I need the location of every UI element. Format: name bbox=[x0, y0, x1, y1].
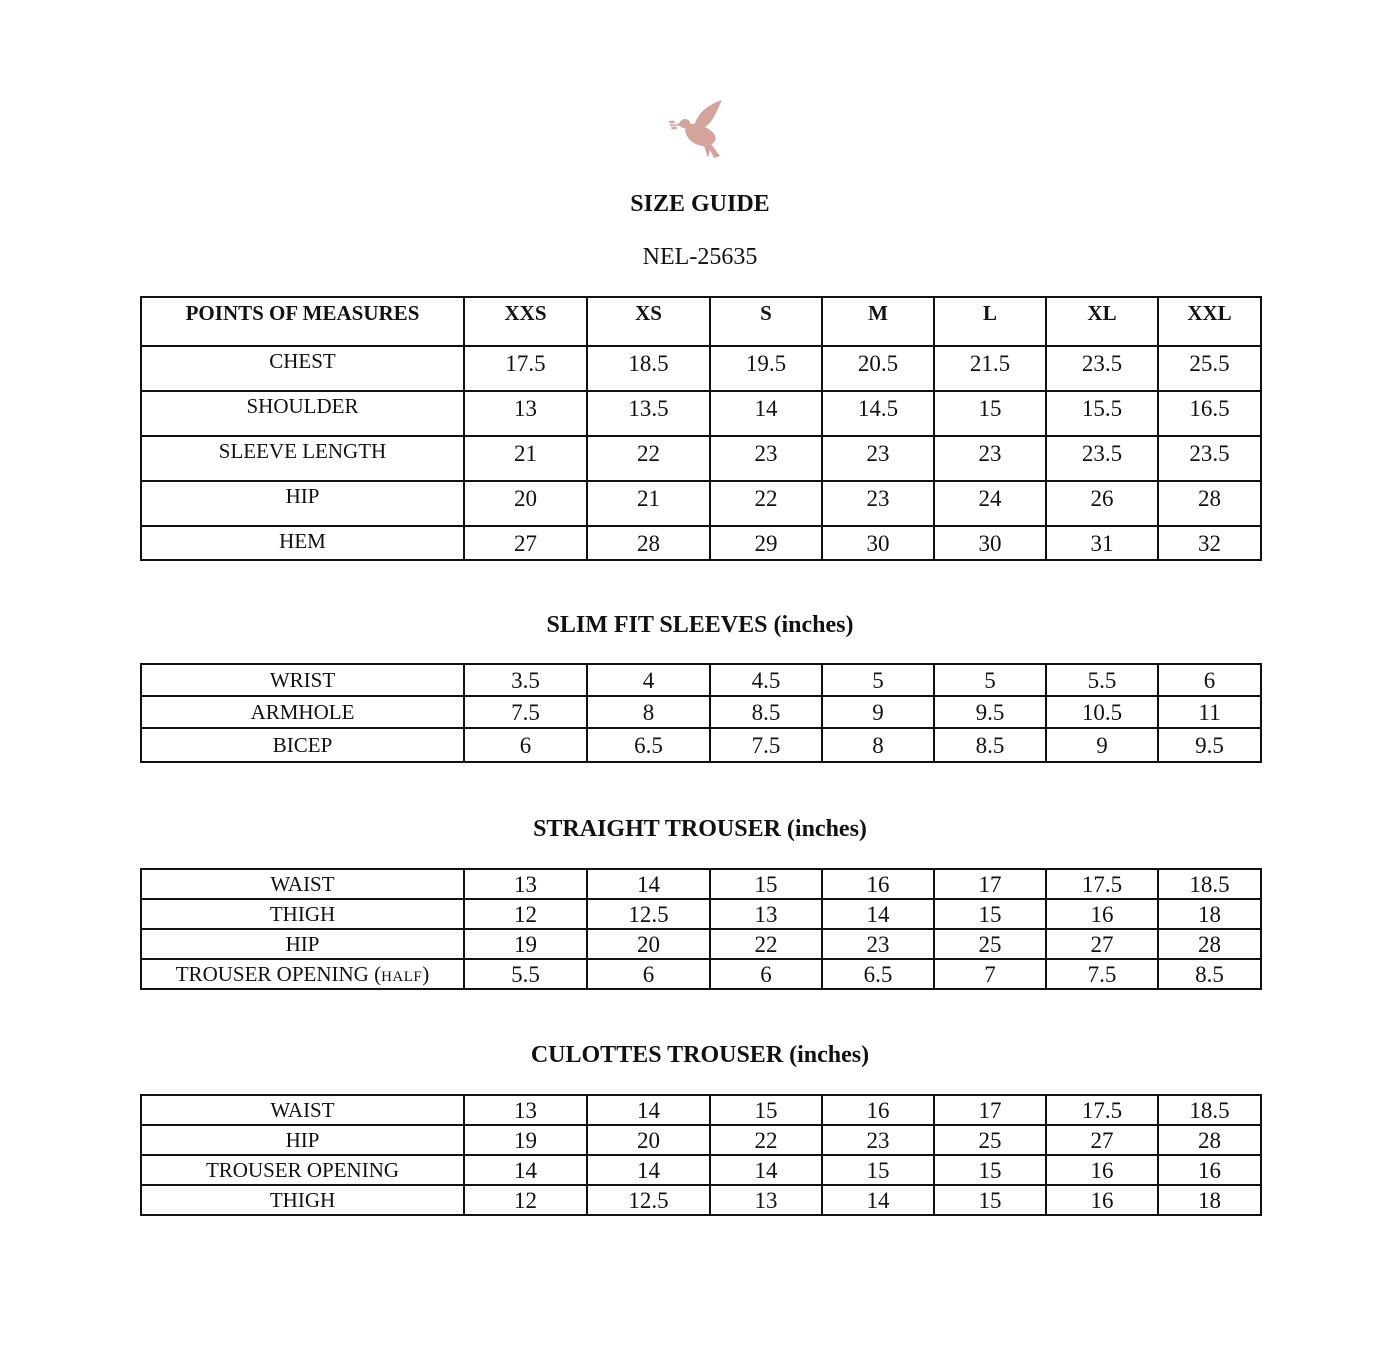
table-cell: 6.5 bbox=[822, 959, 934, 989]
table-cell: 9 bbox=[822, 696, 934, 728]
row-label-small: HALF bbox=[381, 968, 423, 985]
table-cell: 23.5 bbox=[1046, 436, 1158, 481]
table-cell: 12.5 bbox=[587, 899, 710, 929]
table-row bbox=[141, 959, 1261, 989]
table-cell: 7.5 bbox=[710, 728, 822, 762]
row-label: HEM bbox=[141, 526, 464, 560]
table-cell: 24 bbox=[934, 481, 1046, 526]
table-cell: 17.5 bbox=[464, 346, 587, 391]
table-cell: 16 bbox=[1158, 1155, 1261, 1185]
table-cell: 15.5 bbox=[1046, 391, 1158, 436]
table-cell: 7.5 bbox=[1046, 959, 1158, 989]
table-cell: 5.5 bbox=[464, 959, 587, 989]
table-row bbox=[141, 929, 1261, 959]
table-cell: 32 bbox=[1158, 526, 1261, 560]
table-cell: 16 bbox=[1046, 1185, 1158, 1215]
table-cell: 18.5 bbox=[587, 346, 710, 391]
table-cell: 5.5 bbox=[1046, 664, 1158, 696]
row-label: THIGH bbox=[141, 899, 464, 929]
table-cell: 23 bbox=[710, 436, 822, 481]
table-cell: 12.5 bbox=[587, 1185, 710, 1215]
table-cell: 6 bbox=[587, 959, 710, 989]
table-cell: 7 bbox=[934, 959, 1046, 989]
table-cell: 8.5 bbox=[934, 728, 1046, 762]
table-cell: 30 bbox=[822, 526, 934, 560]
table-cell: 15 bbox=[822, 1155, 934, 1185]
table-row bbox=[141, 869, 1261, 899]
table-cell: 28 bbox=[587, 526, 710, 560]
table-cell: 20 bbox=[587, 929, 710, 959]
row-label: CHEST bbox=[141, 346, 464, 391]
table-cell: 14 bbox=[464, 1155, 587, 1185]
table-cell: 28 bbox=[1158, 481, 1261, 526]
table-cell: 27 bbox=[464, 526, 587, 560]
table-cell: 28 bbox=[1158, 1125, 1261, 1155]
table-cell: 21 bbox=[464, 436, 587, 481]
sleeves-table bbox=[140, 663, 1262, 763]
table-cell: 3.5 bbox=[464, 664, 587, 696]
table-cell: 23.5 bbox=[1158, 436, 1261, 481]
table-cell: 25.5 bbox=[1158, 346, 1261, 391]
row-label: TROUSER OPENING bbox=[141, 1155, 464, 1185]
table-row bbox=[141, 346, 1261, 391]
row-label: SHOULDER bbox=[141, 391, 464, 436]
table-cell: 20 bbox=[587, 1125, 710, 1155]
table-cell: 17 bbox=[934, 1095, 1046, 1125]
table-cell: 12 bbox=[464, 899, 587, 929]
table-row bbox=[141, 526, 1261, 560]
table-cell: 9 bbox=[1046, 728, 1158, 762]
table-cell: 14 bbox=[587, 869, 710, 899]
table-cell: 27 bbox=[1046, 1125, 1158, 1155]
table-cell: 8.5 bbox=[710, 696, 822, 728]
table-cell: 16 bbox=[822, 1095, 934, 1125]
table-cell: 5 bbox=[822, 664, 934, 696]
table-cell: 18.5 bbox=[1158, 1095, 1261, 1125]
table-row bbox=[141, 696, 1261, 728]
table-cell: 16.5 bbox=[1158, 391, 1261, 436]
table-cell: 20 bbox=[464, 481, 587, 526]
table-cell: 22 bbox=[587, 436, 710, 481]
table-cell: 15 bbox=[934, 899, 1046, 929]
table-cell: 5 bbox=[934, 664, 1046, 696]
table-cell: 21.5 bbox=[934, 346, 1046, 391]
table-cell: 19.5 bbox=[710, 346, 822, 391]
table-cell: 4.5 bbox=[710, 664, 822, 696]
size-header: S bbox=[710, 297, 822, 346]
table-cell: 6.5 bbox=[587, 728, 710, 762]
row-label: WAIST bbox=[141, 869, 464, 899]
table-row bbox=[141, 664, 1261, 696]
table-row bbox=[141, 1095, 1261, 1125]
size-header: XL bbox=[1046, 297, 1158, 346]
table-cell: 28 bbox=[1158, 929, 1261, 959]
dove-icon bbox=[668, 96, 732, 162]
table-row bbox=[141, 481, 1261, 526]
table-cell: 14 bbox=[587, 1155, 710, 1185]
table-cell: 6 bbox=[464, 728, 587, 762]
table-cell: 14 bbox=[822, 1185, 934, 1215]
row-label: HIP bbox=[141, 929, 464, 959]
table-cell: 30 bbox=[934, 526, 1046, 560]
table-cell: 31 bbox=[1046, 526, 1158, 560]
table-row bbox=[141, 899, 1261, 929]
table-cell: 25 bbox=[934, 1125, 1046, 1155]
table-cell: 13 bbox=[464, 869, 587, 899]
table-cell: 8 bbox=[822, 728, 934, 762]
table-cell: 23.5 bbox=[1046, 346, 1158, 391]
table-cell: 16 bbox=[1046, 899, 1158, 929]
table-row bbox=[141, 1125, 1261, 1155]
points-of-measures-header: POINTS OF MEASURES bbox=[141, 297, 464, 346]
table-cell: 13 bbox=[710, 899, 822, 929]
table-cell: 21 bbox=[587, 481, 710, 526]
table-cell: 26 bbox=[1046, 481, 1158, 526]
table-header-row bbox=[141, 297, 1261, 346]
table-cell: 23 bbox=[934, 436, 1046, 481]
table-cell: 13 bbox=[464, 391, 587, 436]
table-cell: 14 bbox=[822, 899, 934, 929]
table-cell: 7.5 bbox=[464, 696, 587, 728]
table-cell: 8 bbox=[587, 696, 710, 728]
straight-trouser-table bbox=[140, 868, 1262, 990]
dove-logo bbox=[668, 96, 732, 162]
culottes-trouser-section-title: CULOTTES TROUSER (inches) bbox=[530, 1042, 870, 1068]
table-cell: 17 bbox=[934, 869, 1046, 899]
row-label: SLEEVE LENGTH bbox=[141, 436, 464, 481]
table-cell: 18 bbox=[1158, 1185, 1261, 1215]
table-cell: 13 bbox=[464, 1095, 587, 1125]
row-label-end: ) bbox=[422, 961, 430, 986]
table-cell: 15 bbox=[934, 1155, 1046, 1185]
table-cell: 14 bbox=[710, 1155, 822, 1185]
table-cell: 6 bbox=[710, 959, 822, 989]
table-cell: 19 bbox=[464, 1125, 587, 1155]
table-cell: 15 bbox=[934, 391, 1046, 436]
table-cell: 15 bbox=[934, 1185, 1046, 1215]
row-label: ARMHOLE bbox=[141, 696, 464, 728]
table-cell: 14 bbox=[710, 391, 822, 436]
sleeves-section-title: SLIM FIT SLEEVES (inches) bbox=[546, 612, 854, 638]
table-cell: 29 bbox=[710, 526, 822, 560]
table-row bbox=[141, 1185, 1261, 1215]
table-cell: 8.5 bbox=[1158, 959, 1261, 989]
table-cell: 22 bbox=[710, 481, 822, 526]
table-cell: 17.5 bbox=[1046, 869, 1158, 899]
table-cell: 16 bbox=[822, 869, 934, 899]
table-cell: 16 bbox=[1046, 1155, 1158, 1185]
row-label: WRIST bbox=[141, 664, 464, 696]
table-cell: 9.5 bbox=[934, 696, 1046, 728]
row-label: THIGH bbox=[141, 1185, 464, 1215]
row-label: BICEP bbox=[141, 728, 464, 762]
table-cell: 23 bbox=[822, 481, 934, 526]
table-cell: 15 bbox=[710, 1095, 822, 1125]
table-cell: 6 bbox=[1158, 664, 1261, 696]
table-cell: 20.5 bbox=[822, 346, 934, 391]
table-cell: 22 bbox=[710, 929, 822, 959]
table-cell: 15 bbox=[710, 869, 822, 899]
table-cell: 19 bbox=[464, 929, 587, 959]
size-header: XXL bbox=[1158, 297, 1261, 346]
size-header: M bbox=[822, 297, 934, 346]
size-header: XS bbox=[587, 297, 710, 346]
table-cell: 18.5 bbox=[1158, 869, 1261, 899]
row-label: HIP bbox=[141, 481, 464, 526]
culottes-trouser-table bbox=[140, 1094, 1262, 1216]
row-label: HIP bbox=[141, 1125, 464, 1155]
table-row bbox=[141, 728, 1261, 762]
row-label bbox=[141, 959, 464, 989]
table-cell: 14 bbox=[587, 1095, 710, 1125]
table-cell: 22 bbox=[710, 1125, 822, 1155]
table-cell: 13 bbox=[710, 1185, 822, 1215]
table-cell: 14.5 bbox=[822, 391, 934, 436]
table-cell: 23 bbox=[822, 436, 934, 481]
table-cell: 23 bbox=[822, 1125, 934, 1155]
table-cell: 27 bbox=[1046, 929, 1158, 959]
size-header: L bbox=[934, 297, 1046, 346]
table-row bbox=[141, 436, 1261, 481]
table-cell: 9.5 bbox=[1158, 728, 1261, 762]
page-title: SIZE GUIDE bbox=[630, 191, 770, 217]
product-code: NEL-25635 bbox=[642, 244, 758, 270]
table-cell: 25 bbox=[934, 929, 1046, 959]
main-size-table bbox=[140, 296, 1262, 561]
straight-trouser-section-title: STRAIGHT TROUSER (inches) bbox=[533, 816, 867, 842]
table-cell: 4 bbox=[587, 664, 710, 696]
row-label: WAIST bbox=[141, 1095, 464, 1125]
table-cell: 10.5 bbox=[1046, 696, 1158, 728]
size-header: XXS bbox=[464, 297, 587, 346]
table-row bbox=[141, 391, 1261, 436]
table-cell: 18 bbox=[1158, 899, 1261, 929]
row-label-text: TROUSER OPENING ( bbox=[175, 961, 382, 986]
table-cell: 11 bbox=[1158, 696, 1261, 728]
table-cell: 17.5 bbox=[1046, 1095, 1158, 1125]
table-cell: 13.5 bbox=[587, 391, 710, 436]
table-cell: 23 bbox=[822, 929, 934, 959]
table-cell: 12 bbox=[464, 1185, 587, 1215]
table-row bbox=[141, 1155, 1261, 1185]
